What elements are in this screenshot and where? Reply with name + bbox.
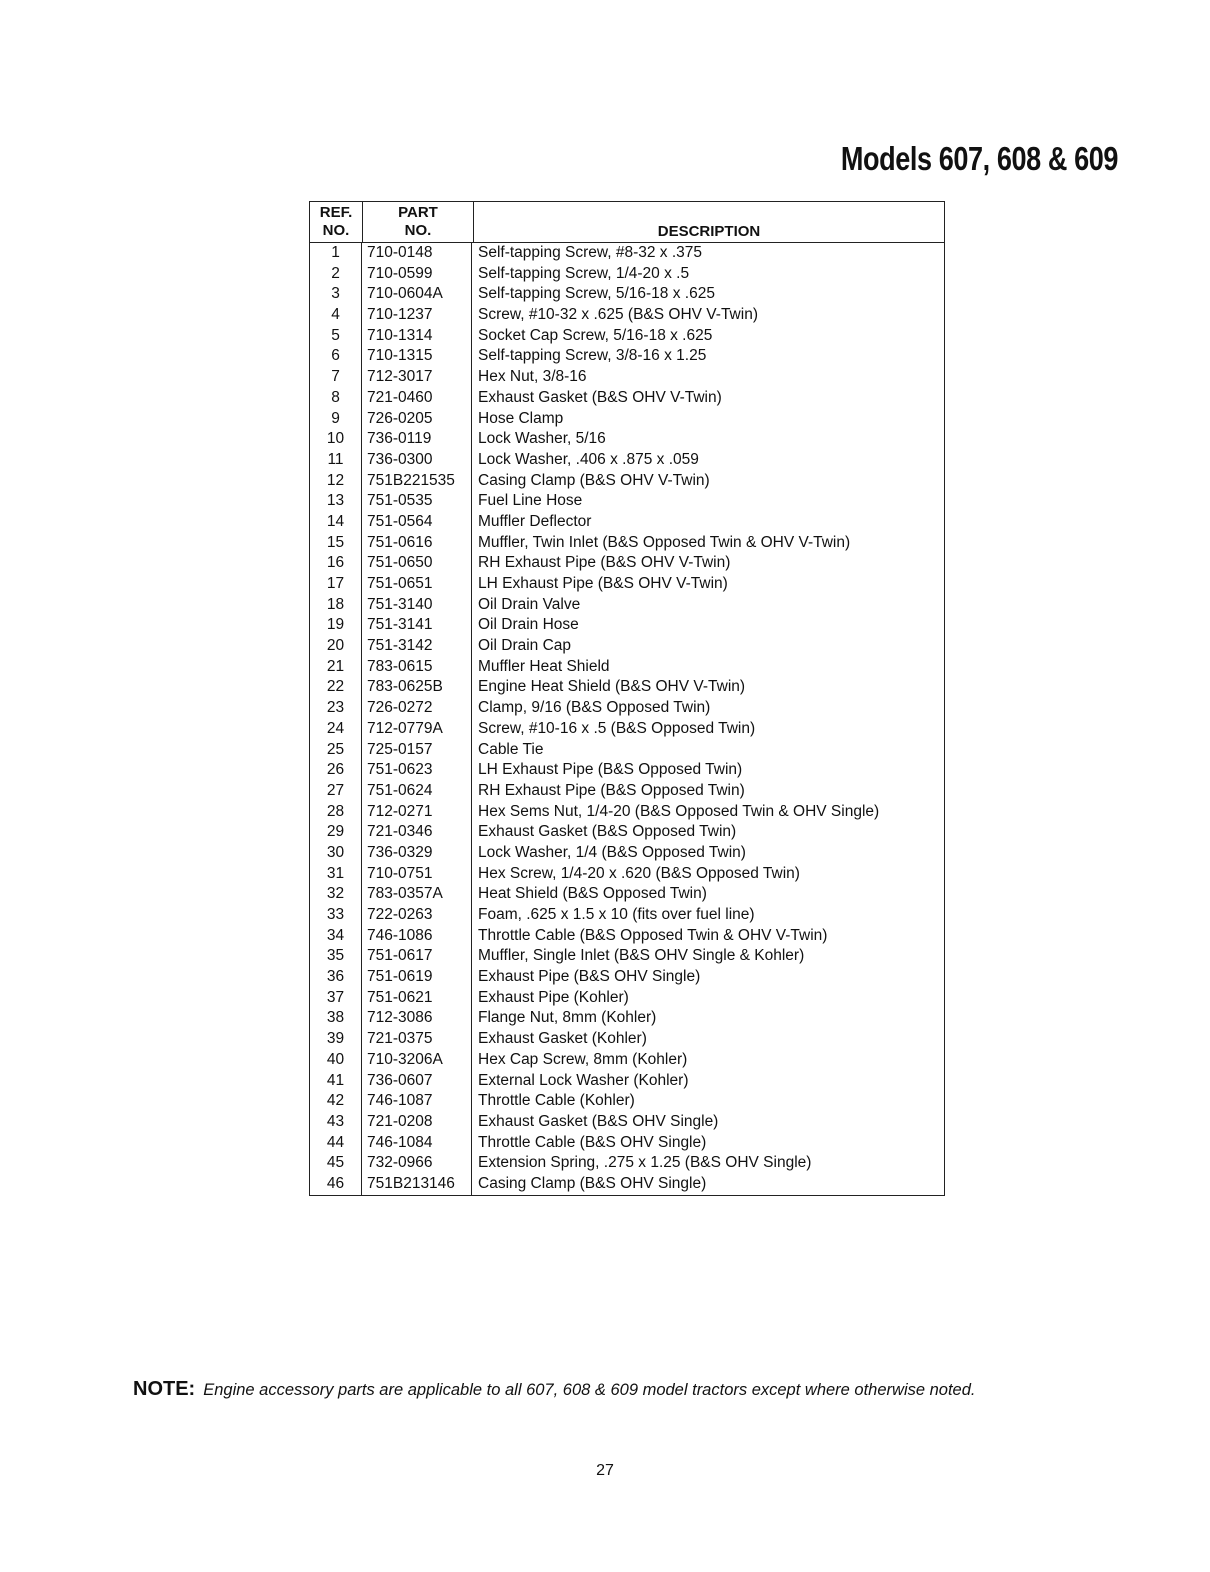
description-cell: Hex Cap Screw, 8mm (Kohler) (478, 1050, 688, 1068)
part-no-cell: 783-0357A (362, 884, 472, 905)
part-no-cell: 721-0346 (362, 822, 472, 843)
table-header (310, 202, 944, 243)
ref-no-cell: 43 (310, 1112, 362, 1133)
table-row (310, 1071, 944, 1092)
table-row (310, 305, 944, 326)
description-cell: LH Exhaust Pipe (B&S OHV V-Twin) (478, 575, 728, 592)
table-row (310, 367, 944, 388)
table-row (310, 388, 944, 409)
description-cell: Exhaust Gasket (B&S OHV Single) (478, 1112, 719, 1130)
description-cell: Casing Clamp (B&S OHV V-Twin) (478, 471, 710, 489)
part-no-cell: 751-3140 (362, 595, 472, 616)
ref-no-cell: 17 (310, 574, 362, 595)
ref-no-cell: 34 (310, 926, 362, 947)
description-cell: Exhaust Pipe (B&S OHV Single) (478, 968, 701, 986)
table-row (310, 326, 944, 347)
description-cell: Oil Drain Hose (478, 616, 579, 634)
description-cell: Screw, #10-32 x .625 (B&S OHV V-Twin) (478, 306, 758, 324)
table-row (310, 822, 944, 843)
ref-no-cell: 28 (310, 802, 362, 823)
part-no-cell: 712-0779A (362, 719, 472, 740)
parts-table (309, 201, 945, 1196)
table-row (310, 429, 944, 450)
part-no-cell: 736-0607 (362, 1071, 472, 1092)
ref-no-cell: 41 (310, 1071, 362, 1092)
table-row (310, 1050, 944, 1071)
part-no-cell: 736-0329 (362, 843, 472, 864)
description-cell: Hex Nut, 3/8-16 (478, 368, 587, 386)
ref-no-cell: 27 (310, 781, 362, 802)
part-no-cell: 751-3141 (362, 615, 472, 636)
description-cell: Exhaust Gasket (Kohler) (478, 1030, 647, 1048)
description-cell: Hex Sems Nut, 1/4-20 (B&S Opposed Twin & OHV Single) (478, 802, 880, 820)
description-cell: Extension Spring, .275 x 1.25 (B&S OHV Single) (478, 1154, 812, 1172)
part-no-cell: 746-1086 (362, 926, 472, 947)
ref-no-header: REF. NO. (310, 202, 363, 242)
description-cell: Throttle Cable (B&S OHV Single) (478, 1133, 707, 1151)
table-row (310, 346, 944, 367)
ref-no-cell: 15 (310, 533, 362, 554)
table-row (310, 1091, 944, 1112)
part-no-cell: 710-0599 (362, 264, 472, 285)
part-no-cell: 721-0460 (362, 388, 472, 409)
table-row (310, 802, 944, 823)
table-row (310, 636, 944, 657)
part-no-cell: 710-0751 (362, 864, 472, 885)
description-cell: RH Exhaust Pipe (B&S OHV V-Twin) (478, 554, 731, 572)
ref-no-cell: 5 (310, 326, 362, 347)
ref-no-cell: 14 (310, 512, 362, 533)
table-row (310, 512, 944, 533)
ref-no-cell: 18 (310, 595, 362, 616)
part-no-cell: 746-1084 (362, 1133, 472, 1154)
part-no-cell: 783-0625B (362, 677, 472, 698)
ref-no-cell: 36 (310, 967, 362, 988)
description-cell: Casing Clamp (B&S OHV Single) (478, 1174, 707, 1192)
table-row (310, 760, 944, 781)
table-row (310, 1174, 944, 1195)
part-no-cell: 710-0148 (362, 243, 472, 264)
description-cell: Hose Clamp (478, 409, 564, 427)
description-cell: Muffler Deflector (478, 512, 592, 530)
description-cell: Self-tapping Screw, 3/8-16 x 1.25 (478, 347, 707, 365)
ref-no-cell: 1 (310, 243, 362, 264)
table-row (310, 264, 944, 285)
part-no-cell: 712-3086 (362, 1008, 472, 1029)
description-cell: Clamp, 9/16 (B&S Opposed Twin) (478, 699, 711, 717)
table-row (310, 471, 944, 492)
ref-no-cell: 35 (310, 946, 362, 967)
table-row (310, 740, 944, 761)
part-no-cell: 710-0604A (362, 284, 472, 305)
table-row (310, 926, 944, 947)
ref-no-cell: 9 (310, 409, 362, 430)
ref-no-cell: 38 (310, 1008, 362, 1029)
part-no-cell: 751-0616 (362, 533, 472, 554)
ref-no-cell: 25 (310, 740, 362, 761)
ref-no-cell: 45 (310, 1153, 362, 1174)
part-no-cell: 751-0624 (362, 781, 472, 802)
ref-no-cell: 22 (310, 677, 362, 698)
part-no-cell: 751-0617 (362, 946, 472, 967)
ref-no-cell: 16 (310, 553, 362, 574)
ref-no-cell: 26 (310, 760, 362, 781)
part-no-cell: 726-0272 (362, 698, 472, 719)
ref-no-cell: 23 (310, 698, 362, 719)
ref-no-cell: 12 (310, 471, 362, 492)
ref-no-cell: 2 (310, 264, 362, 285)
description-cell: Heat Shield (B&S Opposed Twin) (478, 885, 707, 903)
description-cell: LH Exhaust Pipe (B&S Opposed Twin) (478, 761, 743, 779)
description-cell: Cable Tie (478, 740, 544, 758)
description-cell: Flange Nut, 8mm (Kohler) (478, 1009, 657, 1027)
table-row (310, 409, 944, 430)
table-row (310, 574, 944, 595)
part-no-cell: 751-0623 (362, 760, 472, 781)
description-cell: Exhaust Gasket (B&S Opposed Twin) (478, 823, 737, 841)
ref-no-cell: 29 (310, 822, 362, 843)
table-row (310, 1008, 944, 1029)
table-row (310, 1133, 944, 1154)
ref-no-cell: 4 (310, 305, 362, 326)
note-text: Engine accessory parts are applicable to all 607, 608 & 609 model tractors except where otherwise noted. (203, 1381, 976, 1399)
part-no-cell: 751-0535 (362, 491, 472, 512)
part-no-cell: 732-0966 (362, 1153, 472, 1174)
table-row (310, 595, 944, 616)
ref-no-cell: 44 (310, 1133, 362, 1154)
description-cell: Exhaust Pipe (Kohler) (478, 988, 629, 1006)
ref-no-cell: 33 (310, 905, 362, 926)
ref-no-cell: 13 (310, 491, 362, 512)
table-row (310, 1112, 944, 1133)
ref-no-cell: 30 (310, 843, 362, 864)
table-row (310, 988, 944, 1009)
table-row (310, 1029, 944, 1050)
description-cell: Self-tapping Screw, 5/16-18 x .625 (478, 285, 715, 303)
ref-no-cell: 32 (310, 884, 362, 905)
ref-no-cell: 21 (310, 657, 362, 678)
part-no-cell: 783-0615 (362, 657, 472, 678)
part-no-cell: 736-0119 (362, 429, 472, 450)
note-label: NOTE: (133, 1378, 196, 1400)
description-header: DESCRIPTION (657, 223, 761, 240)
part-no-cell: 722-0263 (362, 905, 472, 926)
table-row (310, 719, 944, 740)
table-row (310, 284, 944, 305)
description-cell: Self-tapping Screw, 1/4-20 x .5 (478, 264, 690, 282)
part-no-cell: 736-0300 (362, 450, 472, 471)
ref-no-cell: 6 (310, 346, 362, 367)
ref-no-cell: 19 (310, 615, 362, 636)
table-row (310, 884, 944, 905)
part-no-header: PART NO. (363, 202, 474, 242)
ref-no-cell: 20 (310, 636, 362, 657)
description-cell: Exhaust Gasket (B&S OHV V-Twin) (478, 388, 722, 406)
part-no-cell: 751B213146 (362, 1174, 472, 1195)
table-row (310, 905, 944, 926)
description-cell: Socket Cap Screw, 5/16-18 x .625 (478, 326, 713, 344)
table-row (310, 1153, 944, 1174)
description-cell: Self-tapping Screw, #8-32 x .375 (478, 244, 703, 261)
part-no-cell: 751-0619 (362, 967, 472, 988)
ref-no-cell: 3 (310, 284, 362, 305)
page-number: 27 (596, 1462, 614, 1479)
description-cell: Lock Washer, .406 x .875 x .059 (478, 450, 699, 468)
part-no-cell: 726-0205 (362, 409, 472, 430)
part-no-cell: 721-0208 (362, 1112, 472, 1133)
table-row (310, 615, 944, 636)
table-row (310, 864, 944, 885)
table-row (310, 243, 944, 264)
description-cell: Throttle Cable (Kohler) (478, 1092, 635, 1110)
part-no-cell: 710-1315 (362, 346, 472, 367)
part-no-cell: 725-0157 (362, 740, 472, 761)
description-cell: Foam, .625 x 1.5 x 10 (fits over fuel line) (478, 906, 755, 923)
part-no-cell: 710-3206A (362, 1050, 472, 1071)
table-row (310, 533, 944, 554)
description-cell: Muffler Heat Shield (478, 657, 610, 675)
part-no-cell: 751B221535 (362, 471, 472, 492)
ref-no-cell: 46 (310, 1174, 362, 1195)
description-cell: Engine Heat Shield (B&S OHV V-Twin) (478, 678, 746, 696)
table-row (310, 677, 944, 698)
ref-no-cell: 10 (310, 429, 362, 450)
ref-no-cell: 24 (310, 719, 362, 740)
table-row (310, 946, 944, 967)
note (133, 1378, 976, 1401)
description-cell: Fuel Line Hose (478, 492, 583, 510)
ref-no-cell: 8 (310, 388, 362, 409)
description-cell: Lock Washer, 1/4 (B&S Opposed Twin) (478, 843, 746, 861)
description-cell: Throttle Cable (B&S Opposed Twin & OHV V-Twin) (478, 926, 828, 944)
part-no-cell: 751-0651 (362, 574, 472, 595)
ref-no-cell: 37 (310, 988, 362, 1009)
table-row (310, 843, 944, 864)
table-row (310, 553, 944, 574)
part-no-cell: 746-1087 (362, 1091, 472, 1112)
table-row (310, 491, 944, 512)
table-body (310, 243, 944, 1195)
part-no-cell: 712-0271 (362, 802, 472, 823)
part-no-cell: 751-0650 (362, 553, 472, 574)
description-cell: Oil Drain Cap (478, 637, 572, 655)
part-no-cell: 751-0564 (362, 512, 472, 533)
description-cell: Oil Drain Valve (478, 595, 581, 613)
part-no-cell: 712-3017 (362, 367, 472, 388)
ref-no-cell: 42 (310, 1091, 362, 1112)
description-cell: Hex Screw, 1/4-20 x .620 (B&S Opposed Twin) (478, 864, 800, 882)
description-cell: Lock Washer, 5/16 (478, 430, 606, 448)
description-cell: Muffler, Twin Inlet (B&S Opposed Twin & OHV V-Twin) (478, 533, 851, 551)
description-cell: Muffler, Single Inlet (B&S OHV Single & Kohler) (478, 947, 805, 965)
description-cell: Screw, #10-16 x .5 (B&S Opposed Twin) (478, 719, 756, 737)
ref-no-cell: 40 (310, 1050, 362, 1071)
ref-no-cell: 11 (310, 450, 362, 471)
description-cell: RH Exhaust Pipe (B&S Opposed Twin) (478, 781, 745, 799)
part-no-cell: 751-3142 (362, 636, 472, 657)
part-no-cell: 710-1237 (362, 305, 472, 326)
table-row (310, 781, 944, 802)
part-no-cell: 710-1314 (362, 326, 472, 347)
table-row (310, 450, 944, 471)
part-no-cell: 721-0375 (362, 1029, 472, 1050)
page-title: Models 607, 608 & 609 (840, 140, 1118, 177)
part-no-cell: 751-0621 (362, 988, 472, 1009)
ref-no-cell: 7 (310, 367, 362, 388)
table-row (310, 967, 944, 988)
ref-no-cell: 31 (310, 864, 362, 885)
table-row (310, 657, 944, 678)
table-row (310, 698, 944, 719)
description-cell: External Lock Washer (Kohler) (478, 1071, 689, 1089)
ref-no-cell: 39 (310, 1029, 362, 1050)
